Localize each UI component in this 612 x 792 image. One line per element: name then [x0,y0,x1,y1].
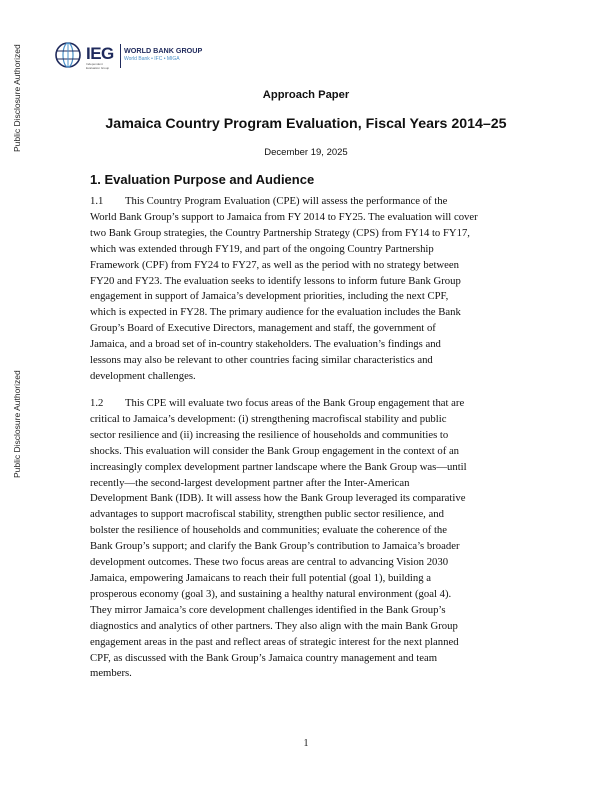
document-type: Approach Paper [262,89,350,101]
paragraph-line: Development Bank (IDB). It will assess how the Bank Group leveraged its comparative [90,492,466,505]
paragraph-line: Jamaica, and a broad set of in-country stakeholders. The evaluation’s findings and [90,338,441,351]
paragraph-number: 1.2 [90,397,104,409]
paragraph-line: Bank Group’s support; and clarify the Bank Group’s contribution to Jamaica’s broader [90,540,460,553]
paragraph-line: which was extended through FY19, and part of the ongoing Country Partnership [90,242,434,255]
paragraph-line: two Bank Group strategies, the Country Partnership Strategy (CPS) from FY14 to FY17, [90,226,470,239]
paragraph-1-1 [90,194,527,385]
ieg-wordmark: IEG [86,44,114,63]
paragraph-line: shocks. This evaluation will consider the Bank Group engagement in the context of an [90,444,460,457]
ieg-subtitle: Independent Evaluation Group [86,62,110,70]
page-number: 1 [303,738,309,749]
paragraph-line: 1.2 This CPE will evaluate two focus areas of the Bank Group engagement that are [90,396,527,412]
paragraph-1-2 [90,396,527,682]
document-title: Jamaica Country Program Evaluation, Fiscal Years 2014–25 [105,116,507,132]
paragraph-line: development outcomes. These two focus areas are central to advancing Vision 2030 [90,556,449,569]
paragraph-line: diagnostics and analytics of other partners. They also align with the main Bank Group [90,619,458,632]
paragraph-line: They mirror Jamaica’s core development challenges identified in the Bank Group’s [90,603,446,616]
paragraph-line: advantages to support macrofiscal stability, strengthen public sector resilience, and [90,508,444,521]
document-date: December 19, 2025 [264,147,348,158]
logo-divider [120,44,121,68]
wbg-wordmark: WORLD BANK GROUP [124,46,203,55]
section-heading: 1. Evaluation Purpose and Audience [90,172,315,187]
globe-icon [54,40,82,70]
paragraph-line: prosperous economy (goal 3), and sustaining a healthy natural environment (goal 4). [90,587,452,600]
paragraph-line: which is expected in FY28. The primary audience for the evaluation includes the Bank [90,306,461,319]
paragraph-line: lessons may also be relevant to other countries facing similar characteristics and [90,354,433,367]
paragraph-line: 1.1 This Country Program Evaluation (CPE) will assess the performance of the [90,194,527,210]
paragraph-line: critical to Jamaica’s development: (i) strengthening macrofiscal stability and public [90,412,447,425]
paragraph-line: bolster the resilience of households and communities; evaluate the coherence of the [90,524,448,537]
wbg-subtitle: World Bank • IFC • MIGA [124,56,180,62]
paragraph-line: recently—the second-largest development partner after the Inter-American [90,476,410,489]
paragraph-line: engagement in support of Jamaica’s development priorities, including the next CPF, [90,290,449,303]
ieg-wbg-logo [54,40,214,74]
paragraph-line: increasingly complex development partner landscape where the Bank Group was—until [90,460,467,473]
paragraph-number: 1.1 [90,195,104,207]
paragraph-line: Jamaica, empowering Jamaicans to reach their full potential (goal 1), building a [90,571,431,584]
paragraph-line: FY20 and FY23. The evaluation seeks to identify lessons to inform future Bank Group [90,274,461,287]
paragraph-line: Framework (CPF) from FY24 to FY27, as well as the period with no strategy between [90,258,459,271]
paragraph-line: engagement areas in the past and reflect areas of strategic interest for the next planned [90,635,459,648]
paragraph-line: CPF, as discussed with the Bank Group’s Jamaica country management and team [90,651,438,664]
paragraph-line: sector resilience and (ii) increasing the resilience of households and communities to [90,428,449,441]
paragraph-line: Group’s Board of Executive Directors, management and staff, the government of [90,322,436,335]
paragraph-line: members. [90,667,132,680]
paragraph-line: development challenges. [90,369,196,382]
paragraph-line: World Bank Group’s support to Jamaica from FY 2014 to FY25. The evaluation will cover [90,210,478,223]
